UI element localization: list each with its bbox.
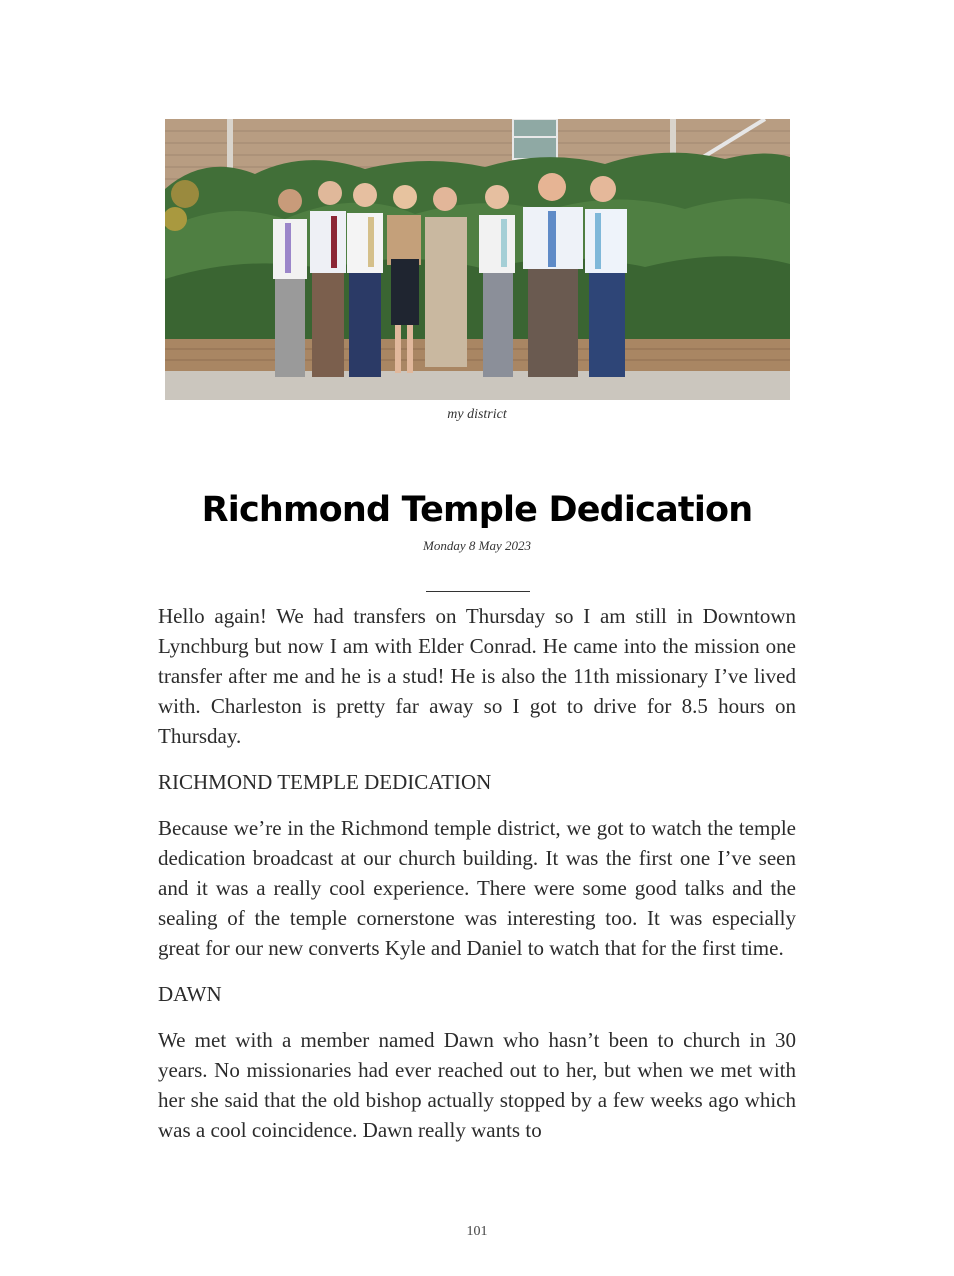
paragraph-intro: Hello again! We had transfers on Thursday so I am still in Downtown Lynchburg but now I am with Elder Conrad. He came into the mission one transfer after me and he is a stud! He is also the 11th missionary I’ve lived with. Charleston is pretty far away so I got to drive for 8.5 hours on Thursday. — [158, 604, 796, 748]
section-heading-dawn: DAWN — [158, 982, 222, 1006]
article-date: Monday 8 May 2023 — [423, 538, 531, 553]
page-number: 101 — [466, 1224, 488, 1239]
paragraph-temple: Because we’re in the Richmond temple district, we got to watch the temple dedication broadcast at our church building. It was the first one I’ve seen and it was a really cool experience. There were some good talks and the sealing of the temple cornerstone was interesting too. It was especially great for our new converts Kyle and Daniel to watch that for the first time. — [158, 816, 796, 960]
paragraph-dawn: We met with a member named Dawn who hasn’t been to church in 30 years. No missionaries had ever reached out to her, but when we met with her she said that the old bishop actually stopped by a few weeks ago which was a cool coincidence. Dawn really wants to — [158, 1028, 796, 1142]
district-photo — [165, 119, 790, 400]
section-heading-temple: RICHMOND TEMPLE DEDICATION — [158, 770, 492, 794]
article-body — [158, 601, 796, 1161]
article-title: Richmond Temple Dedication — [201, 490, 753, 530]
section-divider — [426, 591, 530, 592]
photo-caption: my district — [447, 407, 507, 422]
